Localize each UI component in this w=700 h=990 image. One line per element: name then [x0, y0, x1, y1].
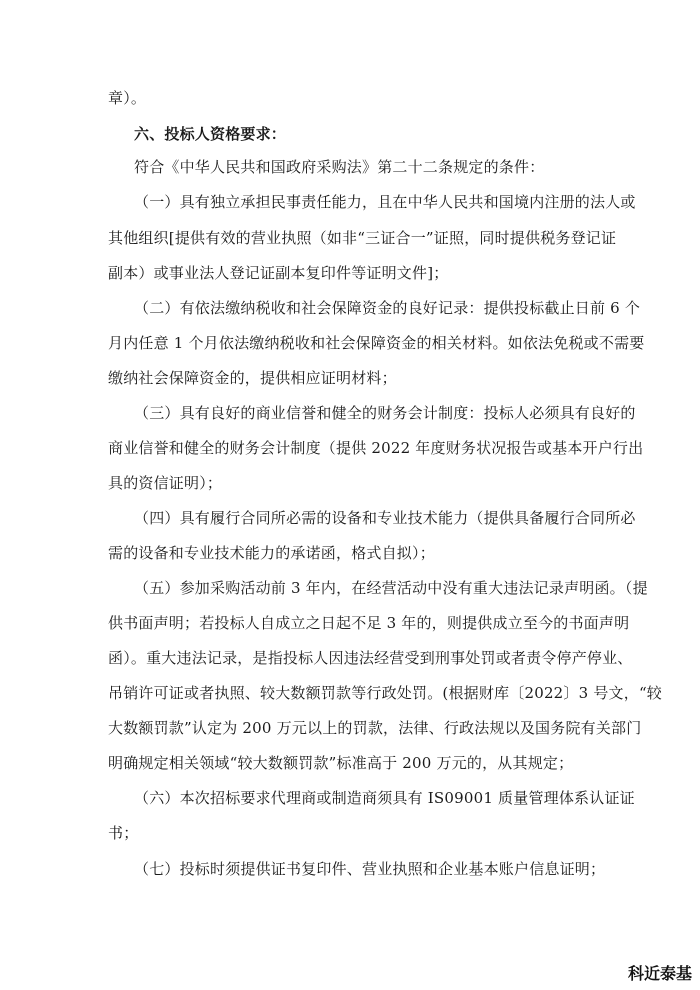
text-line: （四）具有履行合同所必需的设备和专业技术能力（提供具备履行合同所必 [134, 509, 636, 527]
text-line: 月内任意 1 个月依法缴纳税收和社会保障资金的相关材料。如依法免税或不需要 [108, 334, 645, 352]
text-line: 具的资信证明）； [108, 474, 223, 492]
text-line: 需的设备和专业技术能力的承诺函，格式自拟）； [108, 544, 435, 562]
text-line: （二）有依法缴纳税收和社会保障资金的良好记录：提供投标截止日前 6 个 [134, 299, 641, 317]
text-line: （五）参加采购活动前 3 年内，在经营活动中没有重大违法记录声明函。（提 [134, 579, 648, 597]
text-line: 章）。 [108, 89, 147, 107]
text-line: 吊销许可证或者执照、较大数额罚款等行政处罚。(根据财库〔2022〕3 号文，“较 [108, 684, 663, 702]
section-heading: 六、投标人资格要求： [134, 125, 287, 143]
text-line: 副本）或事业法人登记证副本复印件等证明文件]； [108, 264, 449, 282]
text-line: （七）投标时须提供证书复印件、营业执照和企业基本账户信息证明； [134, 860, 606, 878]
text-line: （一）具有独立承担民事责任能力，且在中华人民共和国境内注册的法人或 [134, 193, 636, 211]
text-line: 商业信誉和健全的财务会计制度（提供 2022 年度财务状况报告或基本开户行出 [108, 439, 644, 457]
text-line: 供书面声明；若投标人自成立之日起不足 3 年的，则提供成立至今的书面声明 [108, 614, 630, 632]
text-line: 大数额罚款”认定为 200 万元以上的罚款，法律、行政法规以及国务院有关部门 [108, 719, 642, 737]
text-line: （三）具有良好的商业信誉和健全的财务会计制度：投标人必须具有良好的 [134, 404, 636, 422]
text-line: 书； [108, 824, 139, 842]
text-line: （六）本次招标要求代理商或制造商须具有 IS09001 质量管理体系认证证 [134, 789, 635, 807]
watermark: 科近泰基 [627, 964, 692, 983]
text-line: 明确规定相关领域“较大数额罚款”标准高于 200 万元的，从其规定； [108, 754, 574, 772]
text-line: 函）。重大违法记录，是指投标人因违法经营受到刑事处罚或者责令停产停业、 [108, 649, 633, 667]
text-line: 缴纳社会保障资金的，提供相应证明材料； [108, 369, 397, 387]
text-line: 其他组织[提供有效的营业执照（如非“三证合一”证照，同时提供税务登记证 [108, 229, 617, 247]
text-line: 符合《中华人民共和国政府采购法》第二十二条规定的条件： [134, 158, 545, 176]
